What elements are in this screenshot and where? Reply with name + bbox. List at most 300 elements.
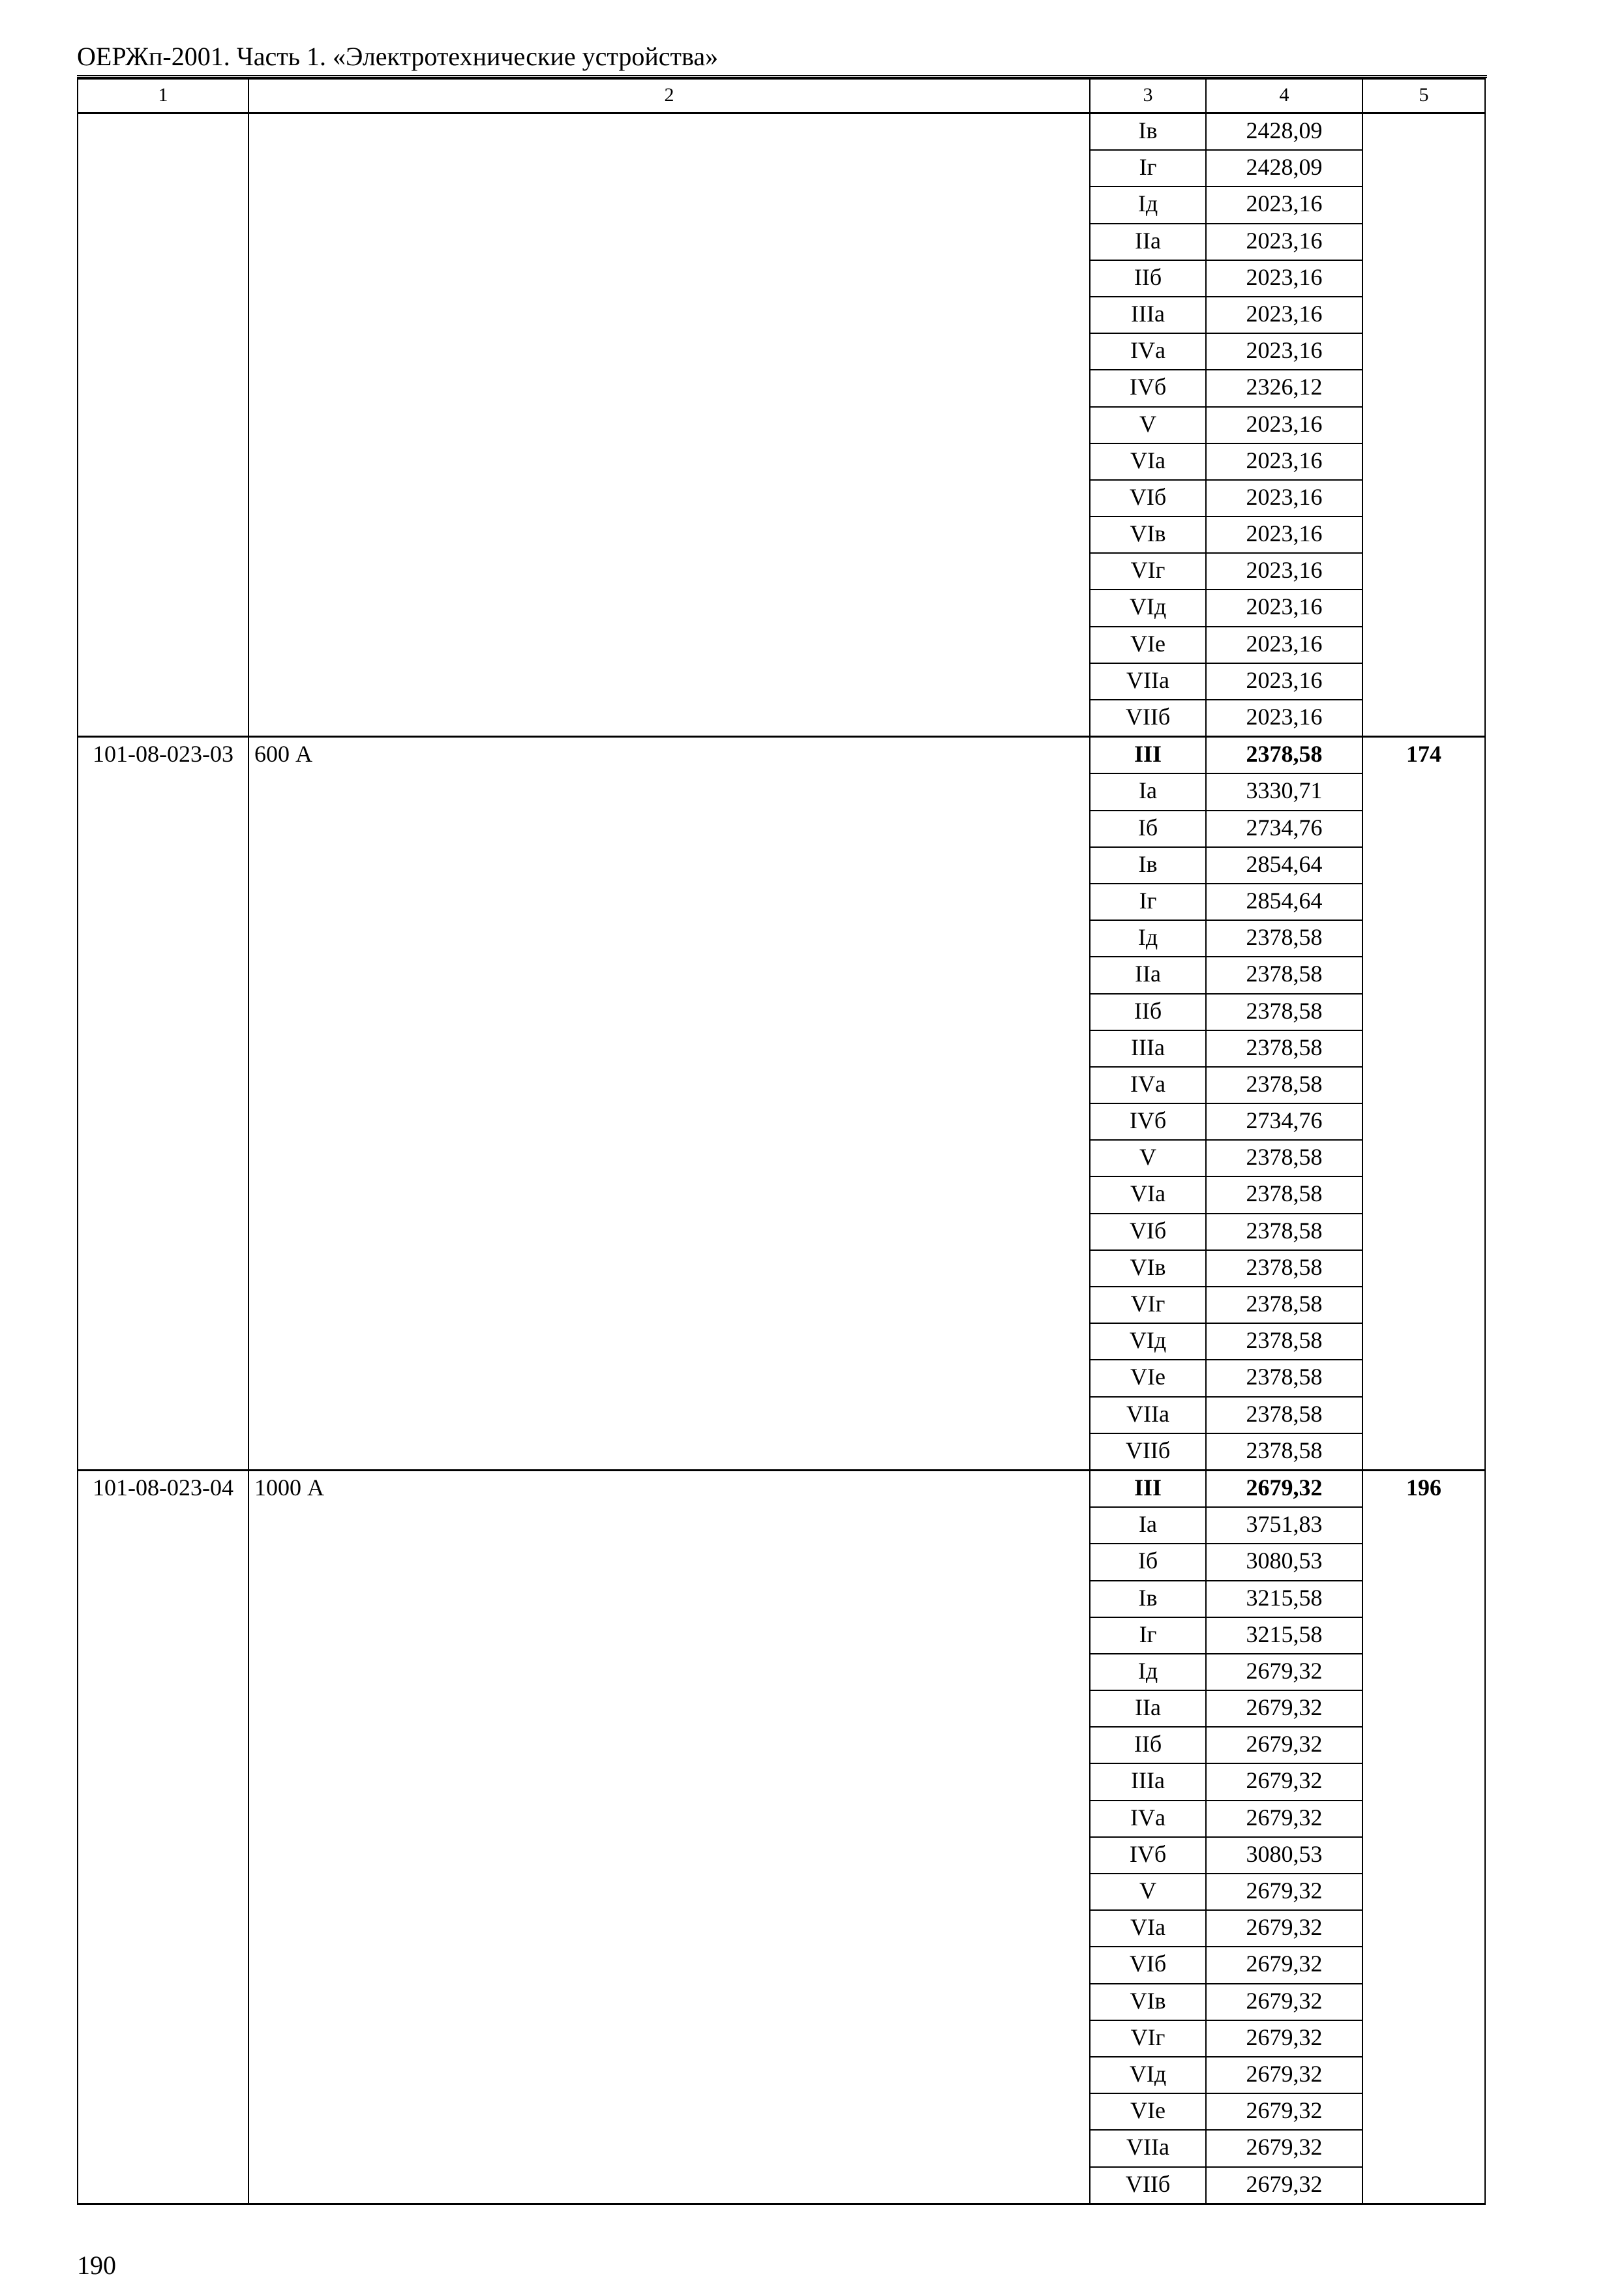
- zone-cell: VIе: [1090, 627, 1206, 663]
- value-cell: 2679,32: [1206, 1874, 1362, 1910]
- code-cell: [78, 187, 248, 223]
- code-cell: [78, 407, 248, 443]
- zone-cell: VIIб: [1090, 2167, 1206, 2204]
- code-cell: [78, 1140, 248, 1176]
- value-cell: 2679,32: [1206, 2167, 1362, 2204]
- zone-cell: VIа: [1090, 1176, 1206, 1213]
- zone-cell: VIб: [1090, 1214, 1206, 1250]
- description-cell: [248, 1507, 1090, 1544]
- value-cell: 2378,58: [1206, 1214, 1362, 1250]
- zone-cell: III: [1090, 1470, 1206, 1507]
- price-cell: [1362, 1176, 1485, 1213]
- value-cell: 2854,64: [1206, 847, 1362, 884]
- price-cell: [1362, 297, 1485, 333]
- value-cell: 2428,09: [1206, 113, 1362, 151]
- code-cell: [78, 1214, 248, 1250]
- zone-cell: IVа: [1090, 333, 1206, 370]
- description-cell: [248, 1910, 1090, 1947]
- price-cell: [1362, 1507, 1485, 1544]
- description-cell: [248, 1874, 1090, 1910]
- zone-cell: IIа: [1090, 957, 1206, 993]
- table-row: [78, 2130, 1485, 2166]
- column-number-row: [78, 79, 1485, 113]
- price-cell: [1362, 1433, 1485, 1471]
- price-cell: [1362, 1544, 1485, 1580]
- description-cell: [248, 1617, 1090, 1654]
- value-cell: 2023,16: [1206, 480, 1362, 516]
- description-cell: [248, 957, 1090, 993]
- code-cell: [78, 1763, 248, 1800]
- price-cell: [1362, 2167, 1485, 2204]
- value-cell: 2378,58: [1206, 1433, 1362, 1471]
- zone-cell: Iд: [1090, 1654, 1206, 1690]
- value-cell: 2023,16: [1206, 297, 1362, 333]
- code-cell: [78, 1910, 248, 1947]
- zone-cell: VIа: [1090, 1910, 1206, 1947]
- zone-cell: IIа: [1090, 224, 1206, 260]
- price-cell: [1362, 1140, 1485, 1176]
- zone-cell: IIб: [1090, 1727, 1206, 1763]
- description-cell: [248, 2057, 1090, 2093]
- table-row: [78, 2167, 1485, 2204]
- table-row: [78, 1801, 1485, 1837]
- value-cell: 2023,16: [1206, 333, 1362, 370]
- description-cell: [248, 994, 1090, 1030]
- price-cell: [1362, 1360, 1485, 1396]
- table-row: [78, 150, 1485, 187]
- price-cell: [1362, 773, 1485, 810]
- value-cell: 2023,16: [1206, 553, 1362, 590]
- value-cell: 2023,16: [1206, 260, 1362, 297]
- price-cell: [1362, 700, 1485, 737]
- table-row: [78, 994, 1485, 1030]
- code-cell: [78, 1507, 248, 1544]
- description-cell: [248, 847, 1090, 884]
- price-cell: [1362, 333, 1485, 370]
- price-cell: [1362, 260, 1485, 297]
- code-cell: [78, 627, 248, 663]
- table-row: [78, 1581, 1485, 1617]
- code-cell: [78, 333, 248, 370]
- table-row: [78, 1433, 1485, 1471]
- zone-cell: V: [1090, 1874, 1206, 1910]
- code-cell: [78, 1837, 248, 1874]
- price-cell: [1362, 2057, 1485, 2093]
- price-cell: [1362, 1984, 1485, 2020]
- zone-cell: VIг: [1090, 1287, 1206, 1323]
- description-cell: [248, 1140, 1090, 1176]
- code-cell: [78, 1801, 248, 1837]
- value-cell: 3751,83: [1206, 1507, 1362, 1544]
- zone-cell: Iв: [1090, 113, 1206, 151]
- description-cell: [248, 1984, 1090, 2020]
- value-cell: 2734,76: [1206, 811, 1362, 847]
- value-cell: 2326,12: [1206, 370, 1362, 406]
- code-cell: [78, 1874, 248, 1910]
- description-cell: [248, 1287, 1090, 1323]
- value-cell: 2679,32: [1206, 1727, 1362, 1763]
- price-cell: [1362, 957, 1485, 993]
- price-cell: [1362, 1581, 1485, 1617]
- table-row: [78, 1323, 1485, 1360]
- code-cell: [78, 884, 248, 920]
- description-cell: 600 А: [248, 737, 1090, 774]
- price-cell: [1362, 1654, 1485, 1690]
- price-cell: [1362, 811, 1485, 847]
- description-cell: [248, 1581, 1090, 1617]
- code-cell: [78, 773, 248, 810]
- table-row: [78, 370, 1485, 406]
- table-row: [78, 1617, 1485, 1654]
- zone-cell: Iг: [1090, 150, 1206, 187]
- description-cell: [248, 2020, 1090, 2057]
- code-cell: [78, 1727, 248, 1763]
- value-cell: 2023,16: [1206, 627, 1362, 663]
- description-cell: [248, 2093, 1090, 2130]
- code-cell: [78, 2167, 248, 2204]
- value-cell: 2679,32: [1206, 2057, 1362, 2093]
- description-cell: [248, 333, 1090, 370]
- code-cell: [78, 370, 248, 406]
- description-cell: [248, 663, 1090, 700]
- price-cell: [1362, 113, 1485, 151]
- value-cell: 2023,16: [1206, 590, 1362, 626]
- price-cell: [1362, 2020, 1485, 2057]
- description-cell: [248, 2167, 1090, 2204]
- value-cell: 2023,16: [1206, 516, 1362, 553]
- value-cell: 2023,16: [1206, 443, 1362, 480]
- code-cell: [78, 1397, 248, 1433]
- code-cell: [78, 2130, 248, 2166]
- price-cell: [1362, 1103, 1485, 1140]
- table-row: [78, 1507, 1485, 1544]
- code-cell: [78, 1103, 248, 1140]
- table-row: [78, 297, 1485, 333]
- value-cell: 3080,53: [1206, 1837, 1362, 1874]
- description-cell: [248, 1397, 1090, 1433]
- table-row: [78, 2093, 1485, 2130]
- column-number-5: 5: [1362, 79, 1485, 113]
- value-cell: 2023,16: [1206, 407, 1362, 443]
- description-cell: [248, 1654, 1090, 1690]
- table-row: [78, 480, 1485, 516]
- table-row: [78, 1140, 1485, 1176]
- description-cell: [248, 2130, 1090, 2166]
- description-cell: [248, 224, 1090, 260]
- zone-cell: VIд: [1090, 1323, 1206, 1360]
- description-cell: [248, 920, 1090, 957]
- price-cell: [1362, 1250, 1485, 1287]
- value-cell: 3080,53: [1206, 1544, 1362, 1580]
- code-cell: [78, 811, 248, 847]
- table-row: [78, 1910, 1485, 1947]
- code-cell: [78, 113, 248, 151]
- zone-cell: VIг: [1090, 2020, 1206, 2057]
- zone-cell: VIг: [1090, 553, 1206, 590]
- table-row: [78, 590, 1485, 626]
- code-cell: [78, 1323, 248, 1360]
- description-cell: [248, 150, 1090, 187]
- value-cell: 2679,32: [1206, 1763, 1362, 1800]
- zone-cell: Iа: [1090, 1507, 1206, 1544]
- value-cell: 2378,58: [1206, 737, 1362, 774]
- zone-cell: VIа: [1090, 443, 1206, 480]
- price-cell: [1362, 480, 1485, 516]
- zone-cell: VIIа: [1090, 1397, 1206, 1433]
- description-cell: [248, 260, 1090, 297]
- value-cell: 2679,32: [1206, 2130, 1362, 2166]
- price-cell: [1362, 1287, 1485, 1323]
- value-cell: 2679,32: [1206, 1470, 1362, 1507]
- value-cell: 2679,32: [1206, 1984, 1362, 2020]
- price-cell: [1362, 1690, 1485, 1727]
- value-cell: 2378,58: [1206, 1176, 1362, 1213]
- value-cell: 2679,32: [1206, 2020, 1362, 2057]
- price-cell: [1362, 1617, 1485, 1654]
- table-row: [78, 847, 1485, 884]
- zone-cell: IVб: [1090, 370, 1206, 406]
- zone-cell: V: [1090, 1140, 1206, 1176]
- description-cell: [248, 1030, 1090, 1067]
- description-cell: [248, 480, 1090, 516]
- table-row: [78, 407, 1485, 443]
- price-cell: [1362, 407, 1485, 443]
- table-row: [78, 663, 1485, 700]
- table-row: [78, 224, 1485, 260]
- table-row: [78, 113, 1485, 151]
- price-cell: [1362, 1397, 1485, 1433]
- price-cell: [1362, 1067, 1485, 1103]
- table-row: [78, 2020, 1485, 2057]
- code-cell: [78, 663, 248, 700]
- description-cell: [248, 884, 1090, 920]
- description-cell: [248, 773, 1090, 810]
- price-cell: [1362, 2130, 1485, 2166]
- value-cell: 2679,32: [1206, 1654, 1362, 1690]
- zone-cell: IIIа: [1090, 297, 1206, 333]
- code-cell: [78, 1287, 248, 1323]
- description-cell: 1000 А: [248, 1470, 1090, 1507]
- description-cell: [248, 187, 1090, 223]
- description-cell: [248, 297, 1090, 333]
- description-cell: [248, 1690, 1090, 1727]
- page-number: 190: [77, 2251, 116, 2280]
- table-row: [78, 443, 1485, 480]
- description-cell: [248, 1360, 1090, 1396]
- table-row: [78, 811, 1485, 847]
- value-cell: 2378,58: [1206, 1323, 1362, 1360]
- value-cell: 2679,32: [1206, 1690, 1362, 1727]
- table-row: [78, 1397, 1485, 1433]
- table-row: [78, 2057, 1485, 2093]
- zone-cell: VIе: [1090, 2093, 1206, 2130]
- code-cell: [78, 590, 248, 626]
- price-cell: [1362, 553, 1485, 590]
- value-cell: 2378,58: [1206, 1360, 1362, 1396]
- zone-cell: IIIа: [1090, 1030, 1206, 1067]
- zone-cell: IVа: [1090, 1067, 1206, 1103]
- description-cell: [248, 1323, 1090, 1360]
- zone-cell: VIIа: [1090, 663, 1206, 700]
- price-cell: [1362, 1874, 1485, 1910]
- value-cell: 2023,16: [1206, 224, 1362, 260]
- price-cell: [1362, 187, 1485, 223]
- table-row: [78, 260, 1485, 297]
- code-cell: [78, 1067, 248, 1103]
- value-cell: 2378,58: [1206, 1397, 1362, 1433]
- table-row: [78, 737, 1485, 774]
- price-cell: [1362, 627, 1485, 663]
- zone-cell: Iд: [1090, 187, 1206, 223]
- code-cell: [78, 957, 248, 993]
- zone-cell: VIб: [1090, 1947, 1206, 1983]
- zone-cell: VIIа: [1090, 2130, 1206, 2166]
- description-cell: [248, 1801, 1090, 1837]
- zone-cell: Iа: [1090, 773, 1206, 810]
- value-cell: 3215,58: [1206, 1581, 1362, 1617]
- price-cell: [1362, 1910, 1485, 1947]
- description-cell: [248, 590, 1090, 626]
- description-cell: [248, 1947, 1090, 1983]
- description-cell: [248, 627, 1090, 663]
- price-cell: [1362, 224, 1485, 260]
- price-cell: [1362, 884, 1485, 920]
- code-cell: [78, 1544, 248, 1580]
- zone-cell: IIIа: [1090, 1763, 1206, 1800]
- zone-cell: Iв: [1090, 1581, 1206, 1617]
- table-row: [78, 333, 1485, 370]
- zone-cell: IIб: [1090, 260, 1206, 297]
- value-cell: 2378,58: [1206, 920, 1362, 957]
- value-cell: 2378,58: [1206, 1140, 1362, 1176]
- code-cell: [78, 260, 248, 297]
- zone-cell: Iб: [1090, 1544, 1206, 1580]
- description-cell: [248, 1763, 1090, 1800]
- value-cell: 3215,58: [1206, 1617, 1362, 1654]
- table-row: [78, 1654, 1485, 1690]
- table-row: [78, 1030, 1485, 1067]
- value-cell: 2679,32: [1206, 1801, 1362, 1837]
- description-cell: [248, 1176, 1090, 1213]
- description-cell: [248, 1837, 1090, 1874]
- price-cell: [1362, 590, 1485, 626]
- description-cell: [248, 1103, 1090, 1140]
- description-cell: [248, 1067, 1090, 1103]
- table-row: [78, 1176, 1485, 1213]
- value-cell: 2854,64: [1206, 884, 1362, 920]
- zone-cell: VIIб: [1090, 700, 1206, 737]
- price-cell: [1362, 1727, 1485, 1763]
- zone-cell: VIIб: [1090, 1433, 1206, 1471]
- code-cell: [78, 1250, 248, 1287]
- table-row: [78, 1690, 1485, 1727]
- price-cell: [1362, 1030, 1485, 1067]
- code-cell: [78, 297, 248, 333]
- zone-cell: VIд: [1090, 590, 1206, 626]
- code-cell: [78, 1947, 248, 1983]
- price-cell: [1362, 920, 1485, 957]
- description-cell: [248, 700, 1090, 737]
- value-cell: 2734,76: [1206, 1103, 1362, 1140]
- price-cell: [1362, 370, 1485, 406]
- zone-cell: IVб: [1090, 1103, 1206, 1140]
- value-cell: 2679,32: [1206, 1910, 1362, 1947]
- price-cell: [1362, 443, 1485, 480]
- code-cell: [78, 1581, 248, 1617]
- value-cell: 2378,58: [1206, 1287, 1362, 1323]
- description-cell: [248, 1250, 1090, 1287]
- description-cell: [248, 553, 1090, 590]
- zone-cell: IIа: [1090, 1690, 1206, 1727]
- code-cell: [78, 1176, 248, 1213]
- column-number-3: 3: [1090, 79, 1206, 113]
- description-cell: [248, 407, 1090, 443]
- table-row: [78, 1470, 1485, 1507]
- table-row: [78, 1287, 1485, 1323]
- value-cell: 2679,32: [1206, 2093, 1362, 2130]
- price-cell: 196: [1362, 1470, 1485, 1507]
- price-cell: [1362, 1801, 1485, 1837]
- code-cell: [78, 1433, 248, 1471]
- table-row: [78, 920, 1485, 957]
- code-cell: 101-08-023-03: [78, 737, 248, 774]
- value-cell: 3330,71: [1206, 773, 1362, 810]
- price-cell: 174: [1362, 737, 1485, 774]
- table-row: [78, 516, 1485, 553]
- code-cell: [78, 2093, 248, 2130]
- code-cell: [78, 553, 248, 590]
- value-cell: 2679,32: [1206, 1947, 1362, 1983]
- price-cell: [1362, 1947, 1485, 1983]
- table-row: [78, 700, 1485, 737]
- value-cell: 2023,16: [1206, 187, 1362, 223]
- table-row: [78, 957, 1485, 993]
- zone-cell: V: [1090, 407, 1206, 443]
- zone-cell: Iд: [1090, 920, 1206, 957]
- value-cell: 2023,16: [1206, 700, 1362, 737]
- code-cell: [78, 1360, 248, 1396]
- table-row: [78, 1250, 1485, 1287]
- zone-cell: VIв: [1090, 516, 1206, 553]
- zone-cell: III: [1090, 737, 1206, 774]
- description-cell: [248, 1433, 1090, 1471]
- description-cell: [248, 1727, 1090, 1763]
- price-cell: [1362, 150, 1485, 187]
- table-row: [78, 187, 1485, 223]
- code-cell: [78, 700, 248, 737]
- code-cell: [78, 443, 248, 480]
- code-cell: [78, 1984, 248, 2020]
- zone-cell: VIд: [1090, 2057, 1206, 2093]
- value-cell: 2378,58: [1206, 994, 1362, 1030]
- description-cell: [248, 113, 1090, 151]
- zone-cell: Iг: [1090, 1617, 1206, 1654]
- table-row: [78, 1214, 1485, 1250]
- zone-cell: VIв: [1090, 1250, 1206, 1287]
- description-cell: [248, 811, 1090, 847]
- value-cell: 2428,09: [1206, 150, 1362, 187]
- rates-table-body: [78, 79, 1485, 2204]
- price-cell: [1362, 847, 1485, 884]
- table-row: [78, 553, 1485, 590]
- description-cell: [248, 1544, 1090, 1580]
- zone-cell: Iб: [1090, 811, 1206, 847]
- code-cell: [78, 920, 248, 957]
- price-cell: [1362, 1837, 1485, 1874]
- price-cell: [1362, 1323, 1485, 1360]
- code-cell: [78, 480, 248, 516]
- code-cell: [78, 150, 248, 187]
